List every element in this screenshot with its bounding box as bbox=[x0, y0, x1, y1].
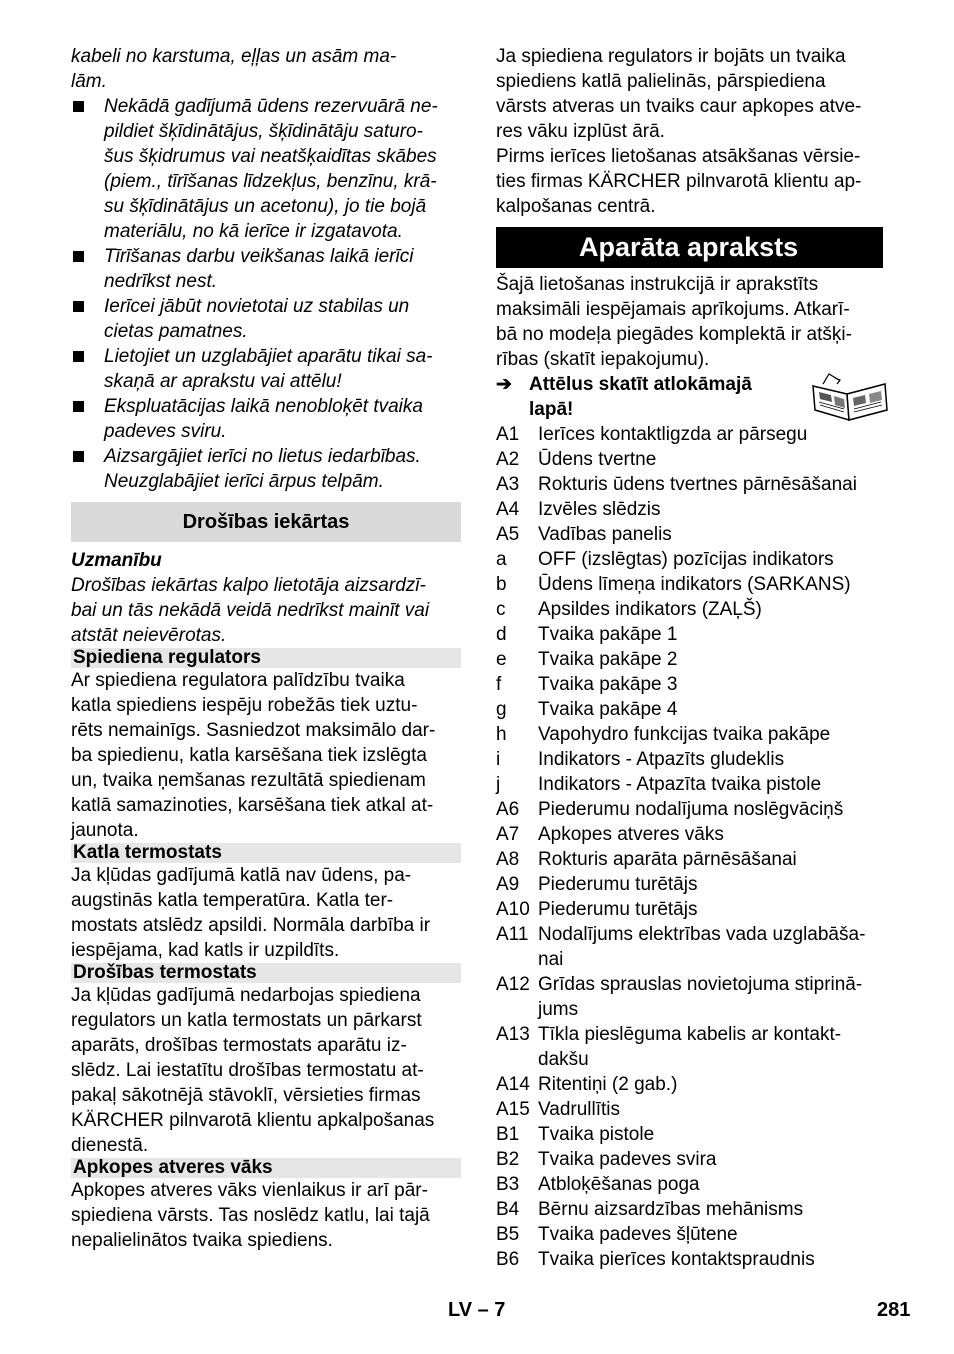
legend-item bbox=[496, 747, 886, 772]
legend-key: A14 bbox=[496, 1074, 530, 1095]
legend-item bbox=[496, 1072, 886, 1097]
figure-reference-line: lapā! bbox=[529, 399, 574, 420]
section-title: Drošības iekārtas bbox=[71, 502, 461, 542]
legend-text: Vapohydro funkcijas tvaika pakāpe bbox=[538, 724, 831, 745]
paragraph-line: slēdz. Lai iestatītu drošības termostatu at- bbox=[71, 1060, 424, 1081]
legend-text: Ūdens līmeņa indikators (SARKANS) bbox=[538, 574, 851, 595]
intro-line: Pirms ierīces lietošanas atsākšanas vērsie- bbox=[496, 146, 861, 167]
square-bullet-icon bbox=[73, 451, 84, 462]
legend-key: A13 bbox=[496, 1024, 530, 1045]
legend-item bbox=[496, 1172, 886, 1197]
legend-item bbox=[496, 522, 886, 547]
intro-line: res vāku izplūst ārā. bbox=[496, 121, 665, 142]
caution-label: Uzmanību bbox=[71, 550, 162, 571]
paragraph-line: ba spiedienu, katla karsēšana tiek izslēgta bbox=[71, 745, 427, 766]
legend-text: Indikators - Atpazīts gludeklis bbox=[538, 749, 785, 770]
legend-item bbox=[496, 897, 886, 922]
legend-text: Vadības panelis bbox=[538, 524, 672, 545]
legend-text: Tvaika pistole bbox=[538, 1124, 655, 1145]
bullet-text-line: Tīrīšanas darbu veikšanas laikā ierīci bbox=[104, 246, 414, 267]
legend-key: B2 bbox=[496, 1149, 520, 1170]
intro-line: Ja spiediena regulators ir bojāts un tvaika bbox=[496, 46, 846, 67]
legend-key: B5 bbox=[496, 1224, 520, 1245]
legend-text: Tvaika pakāpe 4 bbox=[538, 699, 678, 720]
legend-text: Apsildes indikators (ZAĻŠ) bbox=[538, 599, 762, 620]
intro-line: kalpošanas centrā. bbox=[496, 196, 656, 217]
legend-key: A6 bbox=[496, 799, 520, 820]
legend-key: i bbox=[496, 749, 501, 770]
legend-text: Tvaika padeves šļūtene bbox=[538, 1224, 738, 1245]
legend-text: Indikators - Atpazīta tvaika pistole bbox=[538, 774, 822, 795]
legend-key: A10 bbox=[496, 899, 530, 920]
legend-item bbox=[496, 1247, 886, 1272]
bullet-text-line: Neuzglabājiet ierīci ārpus telpām. bbox=[104, 471, 384, 492]
legend-key: B6 bbox=[496, 1249, 520, 1270]
figure-reference bbox=[496, 372, 886, 422]
legend-item bbox=[496, 772, 886, 797]
legend-key: e bbox=[496, 649, 507, 670]
legend-item bbox=[496, 1122, 886, 1147]
bullet-text-line: šus šķidrumus vai neatšķaidītas skābes bbox=[104, 146, 437, 167]
paragraph-line: augstinās katla temperatūra. Katla ter- bbox=[71, 890, 394, 911]
bullet-text-line: Ierīcei jābūt novietotai uz stabilas un bbox=[104, 296, 410, 317]
legend-key: A15 bbox=[496, 1099, 530, 1120]
square-bullet-icon bbox=[73, 301, 84, 312]
legend-key: b bbox=[496, 574, 507, 595]
legend-item bbox=[496, 872, 886, 897]
legend-item bbox=[496, 1197, 886, 1222]
legend-text: Rokturis ūdens tvertnes pārnēsāšanai bbox=[538, 474, 857, 495]
legend-item bbox=[496, 797, 886, 822]
legend-item bbox=[496, 1022, 886, 1072]
paragraph-line: aparāts, drošības termostats aparātu iz- bbox=[71, 1035, 407, 1056]
legend-key: A8 bbox=[496, 849, 520, 870]
intro-line: ties firmas KÄRCHER pilnvarotā klientu ap- bbox=[496, 171, 862, 192]
right-column bbox=[496, 44, 886, 1272]
bullet-text-line: Aizsargājiet ierīci no lietus iedarbības. bbox=[104, 446, 421, 467]
left-column bbox=[71, 44, 461, 1253]
legend-item bbox=[496, 1222, 886, 1247]
subsection-title: Drošības termostats bbox=[71, 963, 461, 983]
legend-item bbox=[496, 697, 886, 722]
legend-key: A3 bbox=[496, 474, 520, 495]
legend-key: a bbox=[496, 549, 507, 570]
paragraph-line: mostats atslēdz apsildi. Normāla darbība ir bbox=[71, 915, 431, 936]
legend-key: A12 bbox=[496, 974, 530, 995]
subsection-title: Apkopes atveres vāks bbox=[71, 1158, 461, 1178]
bullet-text-line: pildiet šķīdinātājus, šķīdinātāju saturo- bbox=[104, 121, 423, 142]
legend-key: d bbox=[496, 624, 507, 645]
paragraph-line: katla spiediens iespēju robežās tiek uztu- bbox=[71, 695, 418, 716]
paragraph-line: spiediena vārsts. Tas noslēdz katlu, lai tajā bbox=[71, 1205, 430, 1226]
paragraph-line: un, tvaika ņemšanas rezultātā spiedienam bbox=[71, 770, 426, 791]
subsection-title: Spiediena regulators bbox=[71, 648, 461, 668]
legend-text: Atbloķēšanas poga bbox=[538, 1174, 700, 1195]
legend-text: Apkopes atveres vāks bbox=[538, 824, 724, 845]
legend-key: A9 bbox=[496, 874, 520, 895]
bullet-item bbox=[71, 294, 461, 344]
legend-text: dakšu bbox=[538, 1049, 589, 1070]
legend-item bbox=[496, 647, 886, 672]
arrow-right-icon: ➔ bbox=[496, 374, 512, 395]
square-bullet-icon bbox=[73, 251, 84, 262]
bullet-item bbox=[71, 444, 461, 494]
continued-text-line: lām. bbox=[71, 71, 107, 92]
legend-item bbox=[496, 572, 886, 597]
legend-item bbox=[496, 847, 886, 872]
legend-key: A1 bbox=[496, 424, 520, 445]
paragraph-line: Apkopes atveres vāks vienlaikus ir arī pār- bbox=[71, 1180, 428, 1201]
legend-text: Tvaika pierīces kontaktspraudnis bbox=[538, 1249, 815, 1270]
intro-line: vārsts atveras un tvaiks caur apkopes atve- bbox=[496, 96, 862, 117]
caution-text-line: atstāt neievērotas. bbox=[71, 625, 227, 646]
legend-item bbox=[496, 972, 886, 1022]
description-line: rības (skatīt iepakojumu). bbox=[496, 349, 710, 370]
legend-key: A11 bbox=[496, 924, 529, 945]
legend-text: nai bbox=[538, 949, 564, 970]
bullet-text-line: Lietojiet un uzglabājiet aparātu tikai sa- bbox=[104, 346, 433, 367]
paragraph-line: Ja kļūdas gadījumā nedarbojas spiediena bbox=[71, 985, 421, 1006]
legend-text: Bērnu aizsardzības mehānisms bbox=[538, 1199, 804, 1220]
legend-text: Piederumu nodalījuma noslēgvāciņš bbox=[538, 799, 844, 820]
legend-text: Nodalījums elektrības vada uzglabāša- bbox=[538, 924, 866, 945]
legend-text: Piederumu turētājs bbox=[538, 874, 698, 895]
legend-item bbox=[496, 447, 886, 472]
bullet-text-line: nedrīkst nest. bbox=[104, 271, 217, 292]
description-line: Šajā lietošanas instrukcijā ir aprakstīts bbox=[496, 274, 819, 295]
square-bullet-icon bbox=[73, 351, 84, 362]
legend-text: Tvaika padeves svira bbox=[538, 1149, 717, 1170]
intro-line: spiediens katlā palielinās, pārspiediena bbox=[496, 71, 826, 92]
paragraph-line: nepalielinātos tvaika spiediens. bbox=[71, 1230, 333, 1251]
bullet-item bbox=[71, 394, 461, 444]
legend-text: Tvaika pakāpe 2 bbox=[538, 649, 678, 670]
legend-item bbox=[496, 422, 886, 447]
bullet-item bbox=[71, 244, 461, 294]
legend-text: Piederumu turētājs bbox=[538, 899, 698, 920]
paragraph-line: dienestā. bbox=[71, 1135, 149, 1156]
footer-section-label: LV – 7 bbox=[448, 1299, 506, 1321]
open-book-icon bbox=[809, 372, 889, 422]
legend-text: Tīkla pieslēguma kabelis ar kontakt- bbox=[538, 1024, 842, 1045]
subsection-title: Katla termostats bbox=[71, 843, 461, 863]
paragraph-line: Ar spiediena regulatora palīdzību tvaika bbox=[71, 670, 405, 691]
legend-text: Rokturis aparāta pārnēsāšanai bbox=[538, 849, 797, 870]
caution-text-line: bai un tās nekādā veidā nedrīkst mainīt vai bbox=[71, 600, 430, 621]
legend-text: Tvaika pakāpe 1 bbox=[538, 624, 678, 645]
legend-text: Vadrullītis bbox=[538, 1099, 621, 1120]
legend-item bbox=[496, 497, 886, 522]
chapter-heading: Aparāta apraksts bbox=[496, 227, 883, 268]
paragraph-line: jaunota. bbox=[71, 820, 139, 841]
legend-text: Tvaika pakāpe 3 bbox=[538, 674, 678, 695]
bullet-text-line: cietas pamatnes. bbox=[104, 321, 248, 342]
legend-key: f bbox=[496, 674, 502, 695]
bullet-item bbox=[71, 344, 461, 394]
legend-text: Ierīces kontaktligzda ar pārsegu bbox=[538, 424, 808, 445]
legend-key: c bbox=[496, 599, 506, 620]
description-line: maksimāli iespējamais aprīkojums. Atkarī- bbox=[496, 299, 850, 320]
bullet-text-line: su šķīdinātājus un acetonu), jo tie bojā bbox=[104, 196, 427, 217]
legend-item bbox=[496, 622, 886, 647]
legend-key: A7 bbox=[496, 824, 520, 845]
legend-key: B4 bbox=[496, 1199, 520, 1220]
bullet-item bbox=[71, 94, 461, 244]
legend-key: B3 bbox=[496, 1174, 520, 1195]
description-line: bā no modeļa piegādes komplektā ir atšķi- bbox=[496, 324, 852, 345]
continued-text-line: kabeli no karstuma, eļļas un asām ma- bbox=[71, 46, 397, 67]
legend-item bbox=[496, 922, 886, 972]
bullet-text-line: (piem., tīrīšanas līdzekļus, benzīnu, krā- bbox=[104, 171, 437, 192]
page-number: 281 bbox=[877, 1299, 911, 1321]
square-bullet-icon bbox=[73, 101, 84, 112]
bullet-text-line: Nekādā gadījumā ūdens rezervuārā ne- bbox=[104, 96, 438, 117]
bullet-text-line: padeves sviru. bbox=[104, 421, 227, 442]
paragraph-line: Ja kļūdas gadījumā katlā nav ūdens, pa- bbox=[71, 865, 412, 886]
legend-item bbox=[496, 1147, 886, 1172]
legend-item bbox=[496, 597, 886, 622]
legend-text: OFF (izslēgtas) pozīcijas indikators bbox=[538, 549, 834, 570]
legend-key: j bbox=[496, 774, 501, 795]
legend-key: A4 bbox=[496, 499, 520, 520]
legend-item bbox=[496, 547, 886, 572]
legend-item bbox=[496, 722, 886, 747]
legend-item bbox=[496, 672, 886, 697]
legend-text: jums bbox=[538, 999, 579, 1020]
paragraph-line: katlā samazinoties, karsēšana tiek atkal at- bbox=[71, 795, 434, 816]
bullet-text-line: Ekspluatācijas laikā nenobloķēt tvaika bbox=[104, 396, 423, 417]
square-bullet-icon bbox=[73, 401, 84, 412]
legend-text: Izvēles slēdzis bbox=[538, 499, 661, 520]
legend-key: h bbox=[496, 724, 507, 745]
bullet-text-line: skaņā ar aprakstu vai attēlu! bbox=[104, 371, 342, 392]
legend-item bbox=[496, 1097, 886, 1122]
legend-item bbox=[496, 822, 886, 847]
legend-key: A2 bbox=[496, 449, 520, 470]
caution-text-line: Drošības iekārtas kalpo lietotāja aizsardzī- bbox=[71, 575, 426, 596]
paragraph-line: regulators un katla termostats un pārkarst bbox=[71, 1010, 422, 1031]
bullet-text-line: materiālu, no kā ierīce ir izgatavota. bbox=[104, 221, 403, 242]
paragraph-line: KÄRCHER pilnvarotā klientu apkalpošanas bbox=[71, 1110, 435, 1131]
paragraph-line: rēts nemainīgs. Sasniedzot maksimālo dar- bbox=[71, 720, 436, 741]
legend-key: g bbox=[496, 699, 507, 720]
legend-key: B1 bbox=[496, 1124, 520, 1145]
paragraph-line: iespējama, kad katls ir uzpildīts. bbox=[71, 940, 340, 961]
legend-item bbox=[496, 472, 886, 497]
legend-key: A5 bbox=[496, 524, 520, 545]
legend-text: Ritentiņi (2 gab.) bbox=[538, 1074, 678, 1095]
legend-text: Ūdens tvertne bbox=[538, 449, 657, 470]
legend-text: Grīdas sprauslas novietojuma stiprinā- bbox=[538, 974, 863, 995]
paragraph-line: pakaļ sākotnējā stāvoklī, vērsieties firmas bbox=[71, 1085, 421, 1106]
figure-reference-line: Attēlus skatīt atlokāmajā bbox=[529, 374, 752, 395]
